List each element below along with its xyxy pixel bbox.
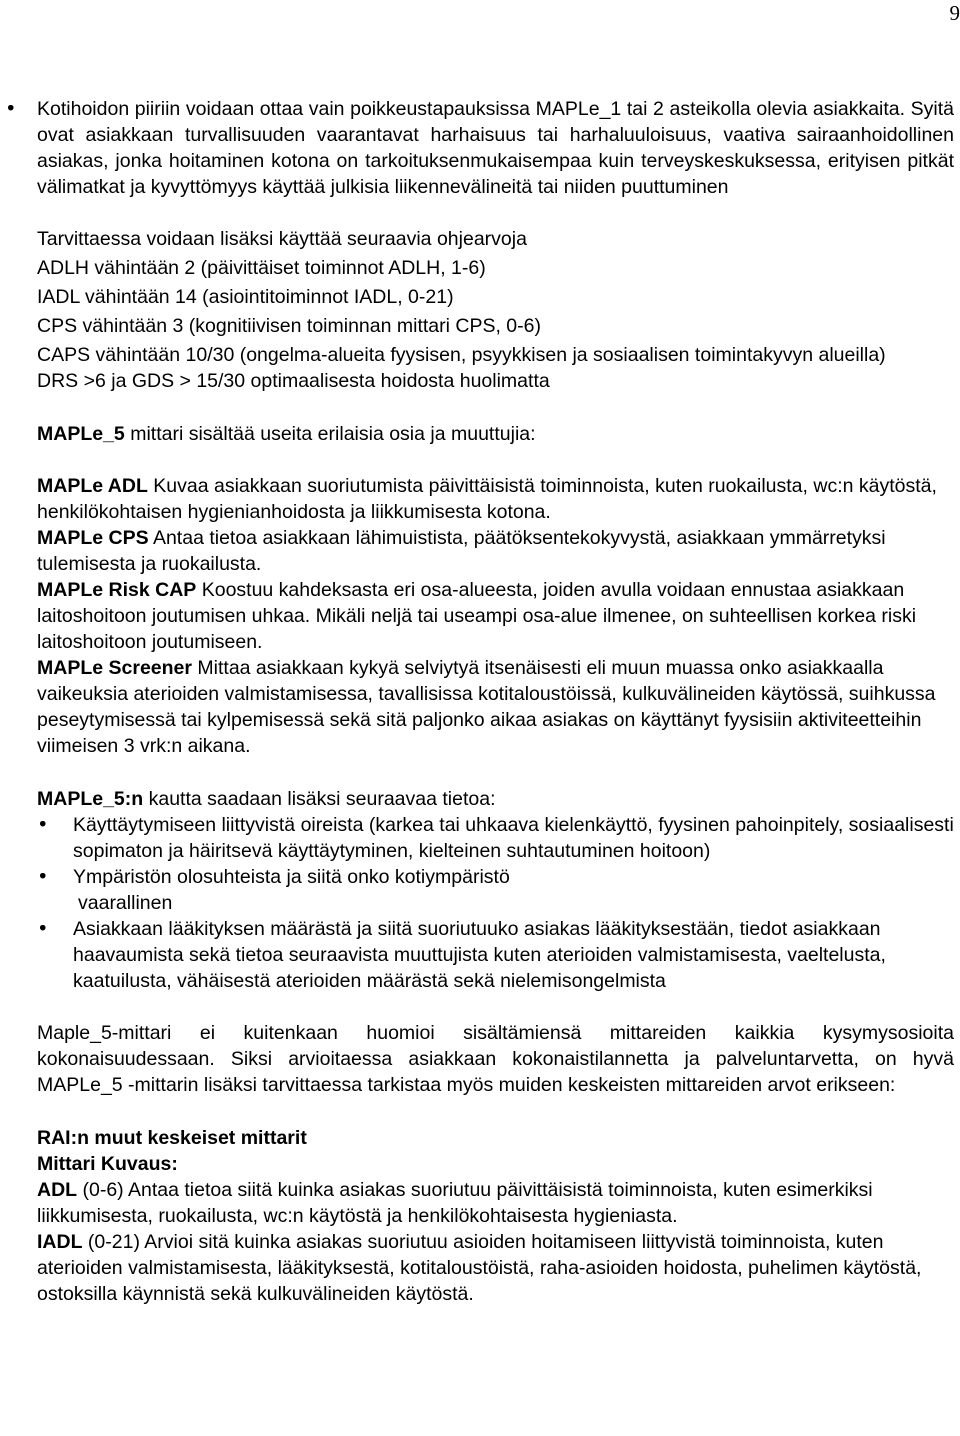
summary-paragraph: Maple_5-mittari ei kuitenkaan huomioi sisältämiensä mittareiden kaikkia kysymysosioita kokonaisuudessaan. Siksi arvioitaessa asiakkaan kokonaistilannetta ja palveluntarvetta, on hyvä MAPLe_5 -mittarin lisäksi tarvittaessa tarkistaa myös muiden keskeisten mittareiden arvot erikseen:: [37, 1022, 954, 1096]
page-number: 9: [949, 1, 960, 25]
list-item-text: Asiakkaan lääkityksen määrästä ja siitä suoriutuuko asiakas lääkityksestään, tiedot asiakkaan haavaumista sekä tietoa seuraavista muuttujista kuten aterioiden valmistamisesta, vaeltelusta, kaatuilusta, vähäisestä aterioiden määrästä sekä nielemisongelmista: [73, 918, 886, 992]
rai-item-term: IADL: [37, 1231, 83, 1253]
maple-additional-intro: [37, 786, 954, 812]
definition-maple-adl: [37, 473, 954, 525]
list-item-text: Ympäristön olosuhteista ja siitä onko kotiympäristö: [73, 866, 510, 888]
rai-item-term: ADL: [37, 1179, 78, 1201]
definition-term: MAPLe ADL: [37, 475, 148, 497]
definition-term: MAPLe Risk CAP: [37, 579, 197, 601]
intro-bullet-text: Kotihoidon piiriin voidaan ottaa vain poikkeustapauksissa MAPLe_1 tai 2 asteikolla olevia asiakkaita. Syitä ovat asiakkaan turvallisuuden vaarantavat harhaisuus tai harhaluuloisuus, vaativa sairaanhoidollinen asiakas, jonka hoitaminen kotona on tarkoituksenmukaisempaa kuin terveyskeskuksessa, erityisen pitkät välimatkat ja kyvyttömyys käyttää julkisia liikennevälineitä tai niiden puuttuminen: [37, 98, 954, 198]
maple-parts-intro: [37, 421, 954, 447]
maple-additional-term: MAPLe_5:n: [37, 788, 144, 810]
bullet-icon: •: [37, 813, 49, 836]
rai-item-iadl: [37, 1229, 954, 1307]
reference-value-caps: CAPS vähintään 10/30 (ongelma-alueita fyysisen, psyykkisen ja sosiaalisen toimintakyvyn alueilla): [37, 344, 886, 366]
reference-values-intro: Tarvittaessa voidaan lisäksi käyttää seuraavia ohjearvoja: [37, 228, 527, 250]
reference-values: [37, 226, 954, 394]
rai-item-text: (0-21) Arvioi sitä kuinka asiakas suoriutuu asioiden hoitamiseen liittyvistä toiminnoista, kuten aterioiden valmistamisesta, lääkityksestä, kotitaloustöistä, raha-asioiden hoidosta, puhelimen käytöstä, ostoksilla käynnistä sekä kulkuvälineiden käytöstä.: [37, 1231, 922, 1305]
definition-maple-screener: [37, 655, 954, 759]
reference-value-iadl: IADL vähintään 14 (asiointitoiminnot IADL, 0-21): [37, 286, 454, 308]
rai-section: [37, 1125, 954, 1307]
definition-text: Antaa tietoa asiakkaan lähimuistista, päätöksentekokyvystä, asiakkaan ymmärretyksi tulemisesta ja ruokailusta.: [37, 527, 886, 575]
definition-text: Mittaa asiakkaan kykyä selviytyä itsenäisesti eli muun muassa onko asiakkaalla vaikeuksia aterioiden valmistamisessa, tavallisissa kotitaloustöissä, kulkuvälineiden käytössä, suihkussa peseytymisessä tai kylpemisessä sekä sitä paljonko aikaa asiakas on käyttänyt fyysisiin aktiviteetteihin viimeisen 3 vrk:n aikana.: [37, 657, 936, 757]
definition-term: MAPLe CPS: [37, 527, 149, 549]
maple-additional-list: [37, 812, 954, 994]
definition-term: MAPLe Screener: [37, 657, 192, 679]
bullet-icon: •: [37, 865, 49, 888]
definition-text: Kuvaa asiakkaan suoriutumista päivittäisistä toiminnoista, kuten ruokailusta, wc:n käytöstä, henkilökohtaisen hygienianhoidosta ja liikkumisesta kotona.: [37, 475, 937, 523]
rai-heading: RAI:n muut keskeiset mittarit: [37, 1127, 307, 1149]
list-item: [37, 812, 954, 864]
definition-maple-cps: [37, 525, 954, 577]
intro-bullet: [5, 96, 954, 200]
maple-parts-text: mittari sisältää useita erilaisia osia ja muuttujia:: [124, 423, 536, 445]
maple-additional: [37, 786, 954, 994]
list-item-text: vaarallinen: [78, 892, 173, 914]
document-body: [5, 96, 954, 1307]
maple-additional-text: kautta saadaan lisäksi seuraavaa tietoa:: [143, 788, 496, 810]
bullet-icon: •: [37, 917, 49, 940]
definition-maple-risk-cap: [37, 577, 954, 655]
list-item: [37, 864, 954, 916]
reference-value-cps: CPS vähintään 3 (kognitiivisen toiminnan mittari CPS, 0-6): [37, 315, 541, 337]
maple-definitions: [37, 473, 954, 759]
definition-text: Koostuu kahdeksasta eri osa-alueesta, joiden avulla voidaan ennustaa asiakkaan laitoshoitoon joutumisen uhkaa. Mikäli neljä tai useampi osa-alue ilmenee, on suhteellisen korkea riski laitoshoitoon joutumiseen.: [37, 579, 917, 653]
list-item-text: Käyttäytymiseen liittyvistä oireista (karkea tai uhkaava kielenkäyttö, fyysinen pahoinpitely, sosiaalisesti sopimaton ja häiritsevä käyttäytyminen, kielteinen suhtautuminen hoitoon): [73, 814, 954, 862]
list-item: [37, 916, 954, 994]
rai-item-text: (0-6) Antaa tietoa siitä kuinka asiakas suoriutuu päivittäisistä toiminnoista, kuten esimerkiksi liikkumisesta, ruokailusta, wc:n käytöstä ja henkilökohtaisesta hygieniasta.: [37, 1179, 873, 1227]
reference-value-drs-gds: DRS >6 ja GDS > 15/30 optimaalisesta hoidosta huolimatta: [37, 370, 550, 392]
rai-item-adl: [37, 1177, 954, 1229]
bullet-icon: •: [5, 97, 17, 120]
reference-value-adlh: ADLH vähintään 2 (päivittäiset toiminnot ADLH, 1-6): [37, 257, 486, 279]
rai-subheading: Mittari Kuvaus:: [37, 1153, 178, 1175]
maple-parts-term: MAPLe_5: [37, 423, 125, 445]
